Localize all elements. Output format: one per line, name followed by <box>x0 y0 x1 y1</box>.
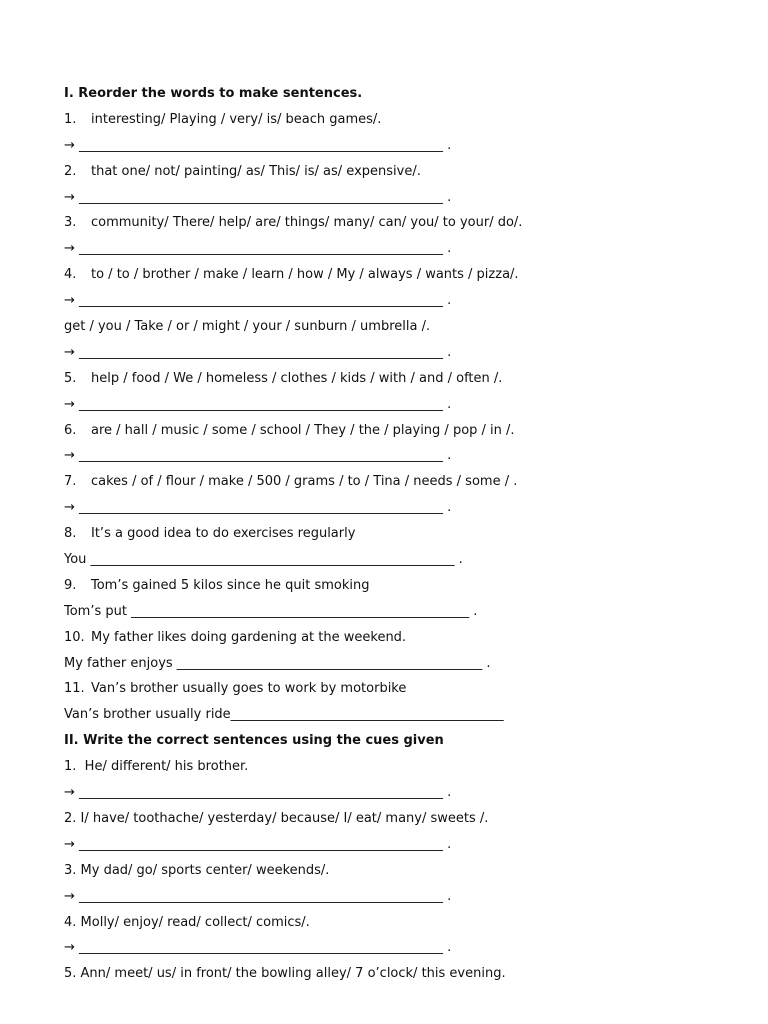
item-number: 1. <box>64 111 77 127</box>
section-1-item <box>64 525 724 577</box>
item-prompt <box>64 525 724 551</box>
answer-line: → ________________________________________________________ . <box>64 500 452 516</box>
answer-line: → ________________________________________________________ . <box>64 241 452 257</box>
section-2-item <box>64 914 724 966</box>
item-prompt <box>64 370 724 396</box>
item-prompt-text: get / you / Take / or / might / your / sunburn / umbrella /. <box>64 319 431 335</box>
section-1-heading: I. Reorder the words to make sentences. <box>64 86 363 101</box>
item-number: 7. <box>64 474 77 490</box>
item-prompt <box>64 266 724 292</box>
section-1-item <box>64 266 724 318</box>
answer-line: Tom’s put ____________________________________________________ . <box>64 603 478 619</box>
section-1-item <box>64 370 724 422</box>
item-number: 6. <box>64 422 77 438</box>
item-prompt: 1. He/ different/ his brother. <box>64 759 249 775</box>
answer-line: → ________________________________________________________ . <box>64 137 452 153</box>
item-number: 4. <box>64 267 77 283</box>
section-1-item <box>64 473 724 525</box>
item-number: 5. <box>64 370 77 386</box>
item-prompt-text: My father likes doing gardening at the weekend. <box>91 629 407 645</box>
answer-line: → ________________________________________________________ . <box>64 448 452 464</box>
answer-line: → ________________________________________________________ . <box>64 785 452 801</box>
item-prompt-text: interesting/ Playing / very/ is/ beach games/. <box>91 111 382 127</box>
item-prompt <box>64 163 724 189</box>
answer-line: → ________________________________________________________ . <box>64 836 452 852</box>
answer-line: → ________________________________________________________ . <box>64 888 452 904</box>
item-prompt-text: community/ There/ help/ are/ things/ many/ can/ you/ to your/ do/. <box>91 215 523 231</box>
answer-line: → ________________________________________________________ . <box>64 940 452 956</box>
item-number: 10. <box>64 629 85 645</box>
item-prompt <box>64 111 724 137</box>
item-prompt-text: are / hall / music / some / school / They / the / playing / pop / in /. <box>91 422 515 438</box>
item-number: 11. <box>64 681 85 697</box>
item-number: 8. <box>64 526 77 542</box>
section-1-item <box>64 163 724 215</box>
item-prompt-text: Tom’s gained 5 kilos since he quit smoking <box>91 577 370 593</box>
section-1-item <box>64 577 724 629</box>
item-prompt-text: to / to / brother / make / learn / how / My / always / wants / pizza/. <box>91 267 519 283</box>
answer-line: → ________________________________________________________ . <box>64 344 452 360</box>
section-2-heading: II. Write the correct sentences using the cues given <box>64 733 444 749</box>
section-1-item <box>64 111 724 163</box>
answer-line: You ________________________________________________________ . <box>64 552 463 568</box>
section-1-item <box>64 422 724 474</box>
item-prompt <box>64 629 724 655</box>
item-prompt: 4. Molly/ enjoy/ read/ collect/ comics/. <box>64 914 310 930</box>
section-1-item <box>64 214 724 266</box>
section-1-item <box>64 680 724 732</box>
item-number: 9. <box>64 577 77 593</box>
item-prompt <box>64 473 724 499</box>
item-prompt: 5. Ann/ meet/ us/ in front/ the bowling alley/ 7 o’clock/ this evening. <box>64 966 506 982</box>
section-2-item <box>64 862 724 914</box>
item-prompt <box>64 214 724 240</box>
item-prompt <box>64 577 724 603</box>
section-2-item <box>64 965 724 991</box>
item-prompt-text: It’s a good idea to do exercises regularly <box>91 526 356 542</box>
answer-line: My father enjoys _______________________________________________ . <box>64 655 491 671</box>
section-2-item <box>64 758 724 810</box>
answer-line: → ________________________________________________________ . <box>64 189 452 205</box>
item-prompt: 3. My dad/ go/ sports center/ weekends/. <box>64 862 330 878</box>
item-prompt <box>64 422 724 448</box>
item-prompt: 2. I/ have/ toothache/ yesterday/ because/ I/ eat/ many/ sweets /. <box>64 810 489 826</box>
answer-line: → ________________________________________________________ . <box>64 396 452 412</box>
answer-line: Van’s brother usually ride__________________________________________ <box>64 707 504 723</box>
item-prompt-text: cakes / of / flour / make / 500 / grams / to / Tina / needs / some / . <box>91 474 518 490</box>
section-2-item <box>64 810 724 862</box>
section-1-item <box>64 629 724 681</box>
answer-line: → ________________________________________________________ . <box>64 293 452 309</box>
section-1-item <box>64 318 724 370</box>
item-prompt <box>64 680 724 706</box>
item-prompt-text: Van’s brother usually goes to work by motorbike <box>91 681 407 697</box>
item-prompt-text: help / food / We / homeless / clothes / kids / with / and / often /. <box>91 370 503 386</box>
item-number: 3. <box>64 215 77 231</box>
item-prompt <box>64 318 724 344</box>
item-prompt-text: that one/ not/ painting/ as/ This/ is/ as/ expensive/. <box>91 163 421 179</box>
item-number: 2. <box>64 163 77 179</box>
worksheet <box>64 85 724 991</box>
